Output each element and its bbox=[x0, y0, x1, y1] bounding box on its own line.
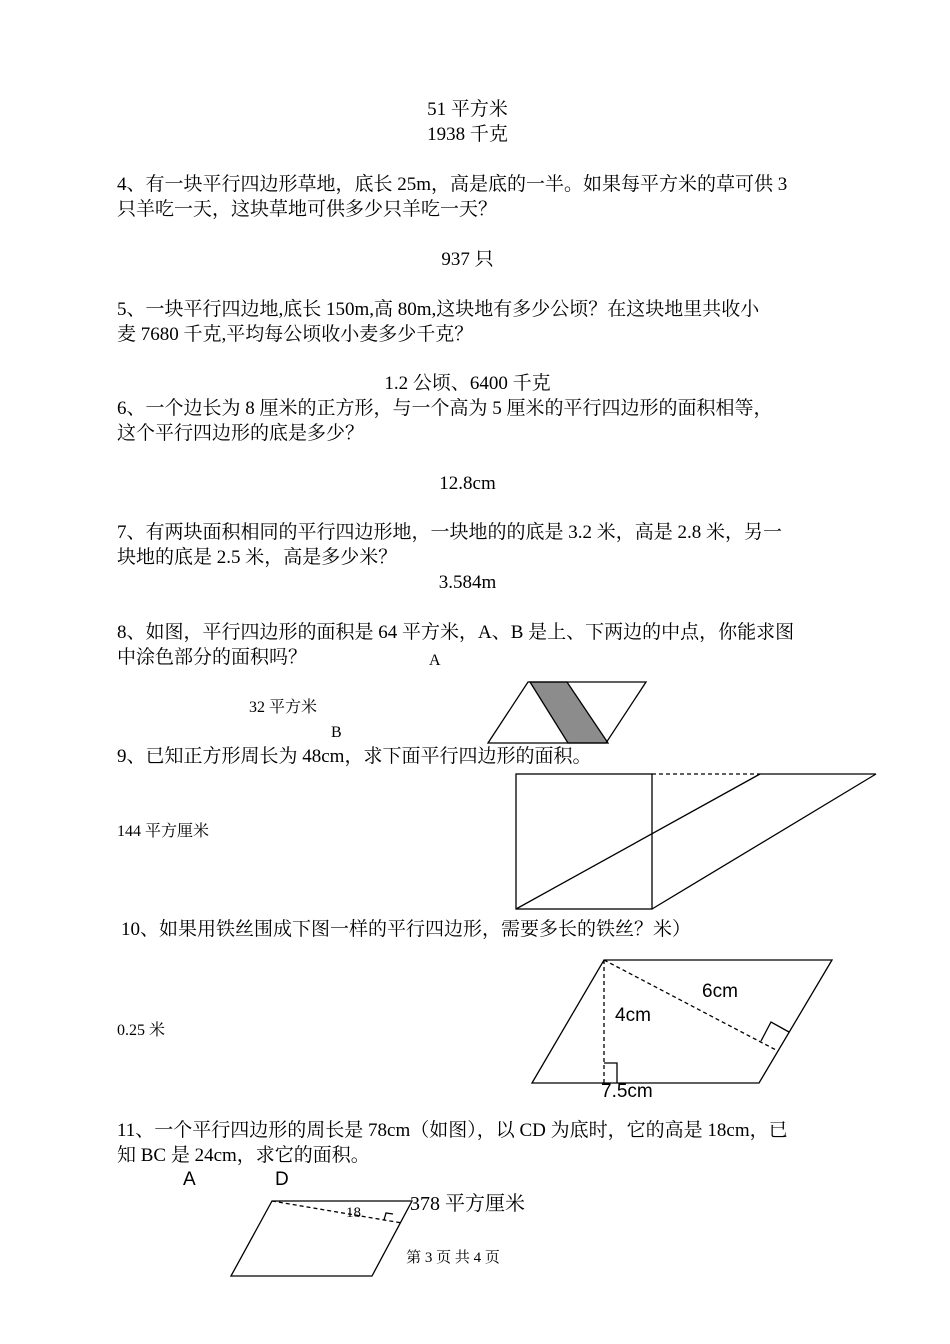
fig9-right-slant bbox=[652, 774, 876, 909]
question-11-line2: 知 BC 是 24cm，求它的面积。 bbox=[117, 1145, 370, 1166]
fig11-label-d: D bbox=[275, 1169, 289, 1190]
fig8-shaded-region bbox=[530, 682, 608, 743]
question-5-line2: 麦 7680 千克,平均每公顷收小麦多少千克？ bbox=[117, 324, 474, 345]
fig11-label-18: 18 bbox=[346, 1205, 361, 1221]
page-footer: 第 3 页 共 4 页 bbox=[398, 1246, 508, 1270]
answer-8: 32 平方米 bbox=[249, 699, 318, 716]
question-4-line1: 4、有一块平行四边形草地，底长 25m，高是底的一半。如果每平方米的草可供 3 bbox=[117, 174, 788, 195]
answer-10: 0.25 米 bbox=[117, 1022, 166, 1039]
answer-11: 378 平方厘米 bbox=[410, 1193, 525, 1215]
fig10-height-slant bbox=[604, 960, 776, 1050]
fig10-diagram bbox=[532, 960, 832, 1083]
fig10-parallelogram bbox=[532, 960, 832, 1083]
fig10-right-angle-side bbox=[761, 1022, 789, 1041]
question-10: 10、如果用铁丝围成下图一样的平行四边形，需要多长的铁丝？米） bbox=[121, 919, 692, 940]
fig10-label-6cm: 6cm bbox=[702, 981, 738, 1002]
answer-9: 144 平方厘米 bbox=[117, 823, 210, 840]
question-6-line2: 这个平行四边形的底是多少？ bbox=[117, 423, 365, 444]
fig8-label-a: A bbox=[429, 652, 441, 669]
question-9: 9、已知正方形周长为 48cm，求下面平行四边形的面积。 bbox=[117, 746, 592, 767]
question-8-line2: 中涂色部分的面积吗？ bbox=[117, 647, 308, 668]
fig11-label-a: A bbox=[183, 1169, 196, 1190]
fig10-right-angle-bottom bbox=[604, 1063, 617, 1083]
fig9-diagram bbox=[516, 774, 876, 909]
question-6-line1: 6、一个边长为 8 厘米的正方形，与一个高为 5 厘米的平行四边形的面积相等， bbox=[117, 398, 773, 419]
answer-1: 51 平方米 bbox=[427, 99, 508, 120]
answer-6: 12.8cm bbox=[439, 473, 496, 494]
answer-4: 937 只 bbox=[441, 249, 494, 270]
fig9-square bbox=[516, 774, 652, 909]
fig8-label-b: B bbox=[331, 724, 342, 741]
fig10-label-7-5cm: 7.5cm bbox=[601, 1081, 653, 1102]
fig8-parallelogram bbox=[488, 682, 646, 743]
answer-5: 1.2 公顷、6400 千克 bbox=[384, 373, 551, 394]
question-8-line1: 8、如图，平行四边形的面积是 64 平方米，A、B 是上、下两边的中点，你能求图 bbox=[117, 622, 795, 643]
question-4-line2: 只羊吃一天，这块草地可供多少只羊吃一天？ bbox=[117, 199, 498, 220]
fig9-left-slant bbox=[516, 774, 760, 909]
question-7-line1: 7、有两块面积相同的平行四边形地，一块地的的底是 3.2 米，高是 2.8 米，另一 bbox=[117, 522, 783, 543]
answer-2: 1938 千克 bbox=[427, 124, 508, 145]
question-7-line2: 块地的底是 2.5 米，高是多少米？ bbox=[117, 547, 398, 568]
answer-7: 3.584m bbox=[438, 572, 497, 593]
question-5-line1: 5、一块平行四边地,底长 150m,高 80m,这块地有多少公顷？在这块地里共收小 bbox=[117, 299, 760, 320]
question-11-line1: 11、一个平行四边形的周长是 78cm（如图），以 CD 为底时，它的高是 18cm，已 bbox=[117, 1120, 788, 1141]
fig10-label-4cm: 4cm bbox=[615, 1005, 651, 1026]
